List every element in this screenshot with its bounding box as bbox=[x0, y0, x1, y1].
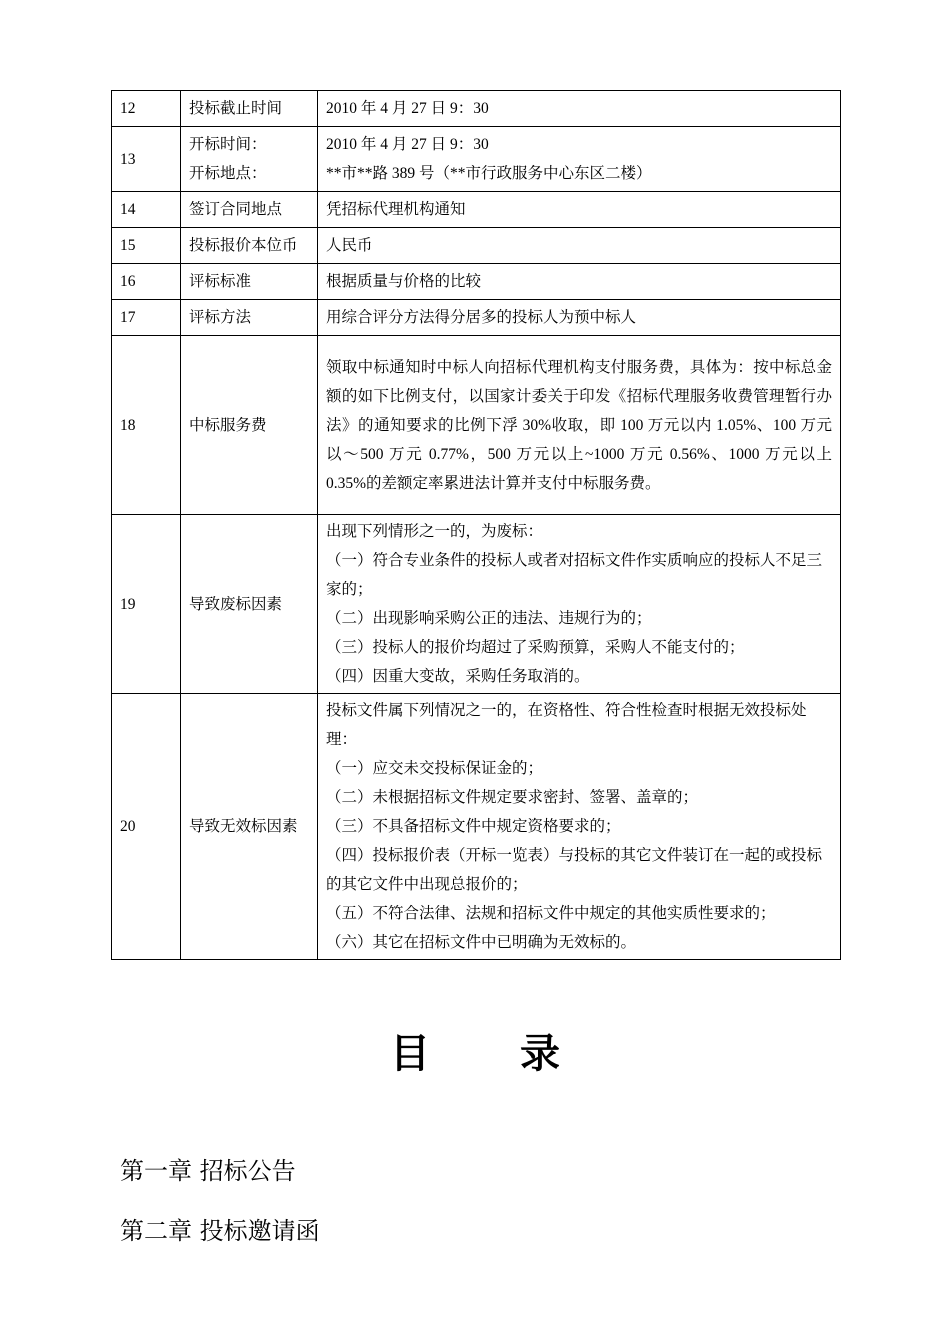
item-line: 开标地点： bbox=[189, 165, 267, 182]
content-line: （二）出现影响采购公正的违法、违规行为的； bbox=[326, 610, 652, 627]
row-number: 12 bbox=[112, 91, 181, 127]
row-number: 14 bbox=[112, 192, 181, 228]
row-number: 20 bbox=[112, 694, 181, 960]
content-line: 根据质量与价格的比较 bbox=[326, 273, 482, 290]
row-number: 13 bbox=[112, 127, 181, 192]
table-row bbox=[112, 694, 841, 960]
content-line: （六）其它在招标文件中已明确为无效标的。 bbox=[326, 934, 637, 951]
row-number: 17 bbox=[112, 300, 181, 336]
row-item: 导致废标因素 bbox=[181, 515, 318, 694]
row-number: 18 bbox=[112, 336, 181, 515]
row-item: 中标服务费 bbox=[181, 336, 318, 515]
row-item: 投标截止时间 bbox=[181, 91, 318, 127]
content-line: 出现下列情形之一的，为废标： bbox=[326, 523, 544, 540]
row-content bbox=[318, 336, 841, 515]
content-line: 凭招标代理机构通知 bbox=[326, 201, 466, 218]
row-content bbox=[318, 515, 841, 694]
table-row bbox=[112, 300, 841, 336]
table-row bbox=[112, 91, 841, 127]
row-item: 导致无效标因素 bbox=[181, 694, 318, 960]
content-line: （三）投标人的报价均超过了采购预算，采购人不能支付的； bbox=[326, 639, 745, 656]
item-line: 开标时间： bbox=[189, 136, 267, 153]
table-row bbox=[112, 192, 841, 228]
content-line: 2010 年 4 月 27 日 9：30 bbox=[326, 100, 489, 117]
row-item bbox=[181, 127, 318, 192]
toc-item-chapter-2[interactable]: 第二章 投标邀请函 bbox=[120, 1217, 320, 1245]
row-content bbox=[318, 91, 841, 127]
row-number: 16 bbox=[112, 264, 181, 300]
toc-title bbox=[0, 1022, 950, 1079]
content-line: **市**路 389 号（**市行政服务中心东区二楼） bbox=[326, 165, 652, 182]
table-row bbox=[112, 264, 841, 300]
content-line: （一）应交未交投标保证金的； bbox=[326, 760, 544, 777]
row-content bbox=[318, 192, 841, 228]
content-line: （三）不具备招标文件中规定资格要求的； bbox=[326, 818, 621, 835]
row-content bbox=[318, 694, 841, 960]
content-line: 用综合评分方法得分居多的投标人为预中标人 bbox=[326, 309, 637, 326]
table-row bbox=[112, 127, 841, 192]
content-line: 人民币 bbox=[326, 237, 373, 254]
row-number: 19 bbox=[112, 515, 181, 694]
row-content bbox=[318, 228, 841, 264]
content-line: （五）不符合法律、法规和招标文件中规定的其他实质性要求的； bbox=[326, 905, 776, 922]
row-item: 投标报价本位币 bbox=[181, 228, 318, 264]
content-line: （一）符合专业条件的投标人或者对招标文件作实质响应的投标人不足三家的； bbox=[326, 552, 823, 598]
tender-info-table bbox=[111, 90, 841, 960]
content-line: 2010 年 4 月 27 日 9：30 bbox=[326, 136, 489, 153]
row-content bbox=[318, 127, 841, 192]
content-line: 投标文件属下列情况之一的，在资格性、符合性检查时根据无效投标处理： bbox=[326, 702, 807, 748]
content-line: （四）投标报价表（开标一览表）与投标的其它文件装订在一起的或投标的其它文件中出现总报价的； bbox=[326, 847, 823, 893]
table-row bbox=[112, 336, 841, 515]
toc-item-chapter-1[interactable]: 第一章 招标公告 bbox=[120, 1157, 296, 1185]
row-item: 评标方法 bbox=[181, 300, 318, 336]
content-line: 领取中标通知时中标人向招标代理机构支付服务费，具体为：按中标总金额的如下比例支付，以国家计委关于印发《招标代理服务收费管理暂行办法》的通知要求的比例下浮 30%收取，即 100 万元以内 1.05%、100 万元以～500 万元 0.77%，500 万元以上~1000 万元 0.56%、1000 万元以上 0.35%的差额定率累进法计算并支付中标服务费。 bbox=[326, 358, 832, 492]
table-row bbox=[112, 515, 841, 694]
row-number: 15 bbox=[112, 228, 181, 264]
row-content bbox=[318, 300, 841, 336]
content-line: （二）未根据招标文件规定要求密封、签署、盖章的； bbox=[326, 789, 699, 806]
row-item: 签订合同地点 bbox=[181, 192, 318, 228]
content-line: （四）因重大变故，采购任务取消的。 bbox=[326, 668, 590, 685]
toc-title-right: 录 bbox=[520, 1031, 560, 1077]
row-item: 评标标准 bbox=[181, 264, 318, 300]
toc-title-left: 目 bbox=[390, 1031, 430, 1077]
table-row bbox=[112, 228, 841, 264]
row-content bbox=[318, 264, 841, 300]
